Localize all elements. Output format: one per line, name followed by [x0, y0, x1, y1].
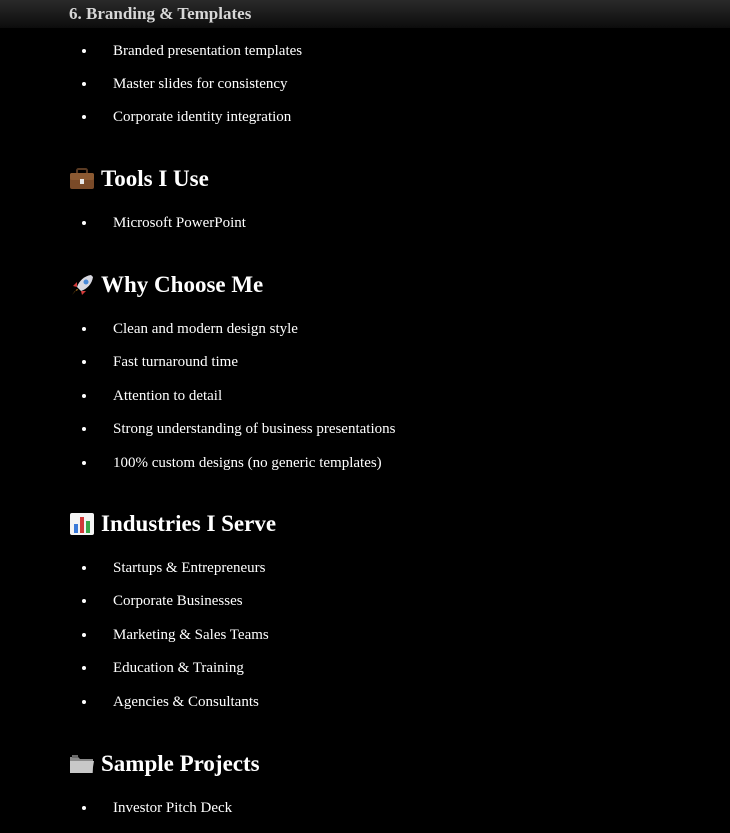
rocket-icon — [69, 273, 95, 297]
list-item-text: Master slides for consistency — [113, 76, 288, 92]
list-item-text: Fast turnaround time — [113, 354, 238, 370]
why-heading-text: Why Choose Me — [101, 272, 264, 297]
list-item — [0, 386, 730, 408]
why-heading — [69, 272, 263, 298]
bullet-dot — [82, 394, 86, 398]
list-item — [0, 41, 730, 63]
list-item-text: Agencies & Consultants — [113, 694, 259, 710]
bullet-dot — [82, 427, 86, 431]
samples-heading-text: Sample Projects — [101, 751, 260, 776]
bullet-dot — [82, 666, 86, 670]
list-item — [0, 453, 730, 475]
list-item-text: Investor Pitch Deck — [113, 800, 233, 816]
industries-heading-text: Industries I Serve — [101, 511, 277, 536]
list-item-text: Education & Training — [113, 660, 244, 676]
bullet-dot — [82, 115, 86, 119]
list-item — [0, 352, 730, 374]
list-item — [0, 625, 730, 647]
bullet-dot — [82, 221, 86, 225]
bullet-dot — [82, 599, 86, 603]
list-item-text: Branded presentation templates — [113, 43, 303, 59]
bullet-dot — [82, 327, 86, 331]
bullet-dot — [82, 700, 86, 704]
bullet-dot — [82, 82, 86, 86]
branding-heading: 6. Branding & Templates — [69, 4, 252, 23]
list-item — [0, 591, 730, 613]
list-item — [0, 798, 730, 820]
industries-heading — [69, 511, 276, 537]
list-item-text: Strong understanding of business presentations — [113, 421, 396, 437]
bullet-dot — [82, 461, 86, 465]
tools-heading — [69, 166, 209, 192]
bullet-dot — [82, 806, 86, 810]
list-item-text: 100% custom designs (no generic templates) — [113, 455, 382, 471]
list-item — [0, 558, 730, 580]
bullet-dot — [82, 566, 86, 570]
bullet-dot — [82, 49, 86, 53]
list-item-text: Microsoft PowerPoint — [113, 215, 246, 231]
briefcase-icon — [69, 167, 95, 191]
list-item — [0, 213, 730, 235]
list-item — [0, 419, 730, 441]
list-item-text: Startups & Entrepreneurs — [113, 560, 266, 576]
bullet-dot — [82, 360, 86, 364]
list-item — [0, 319, 730, 341]
folder-icon — [69, 752, 95, 776]
list-item-text: Attention to detail — [113, 388, 223, 404]
list-item-text: Corporate identity integration — [113, 109, 292, 125]
list-item — [0, 74, 730, 96]
tools-heading-text: Tools I Use — [101, 166, 209, 191]
samples-heading — [69, 751, 260, 777]
list-item — [0, 658, 730, 680]
list-item-text: Marketing & Sales Teams — [113, 627, 269, 643]
list-item-text: Corporate Businesses — [113, 593, 243, 609]
list-item — [0, 692, 730, 714]
list-item — [0, 107, 730, 129]
list-item-text: Clean and modern design style — [113, 321, 298, 337]
bar-chart-icon — [69, 512, 95, 536]
bullet-dot — [82, 633, 86, 637]
